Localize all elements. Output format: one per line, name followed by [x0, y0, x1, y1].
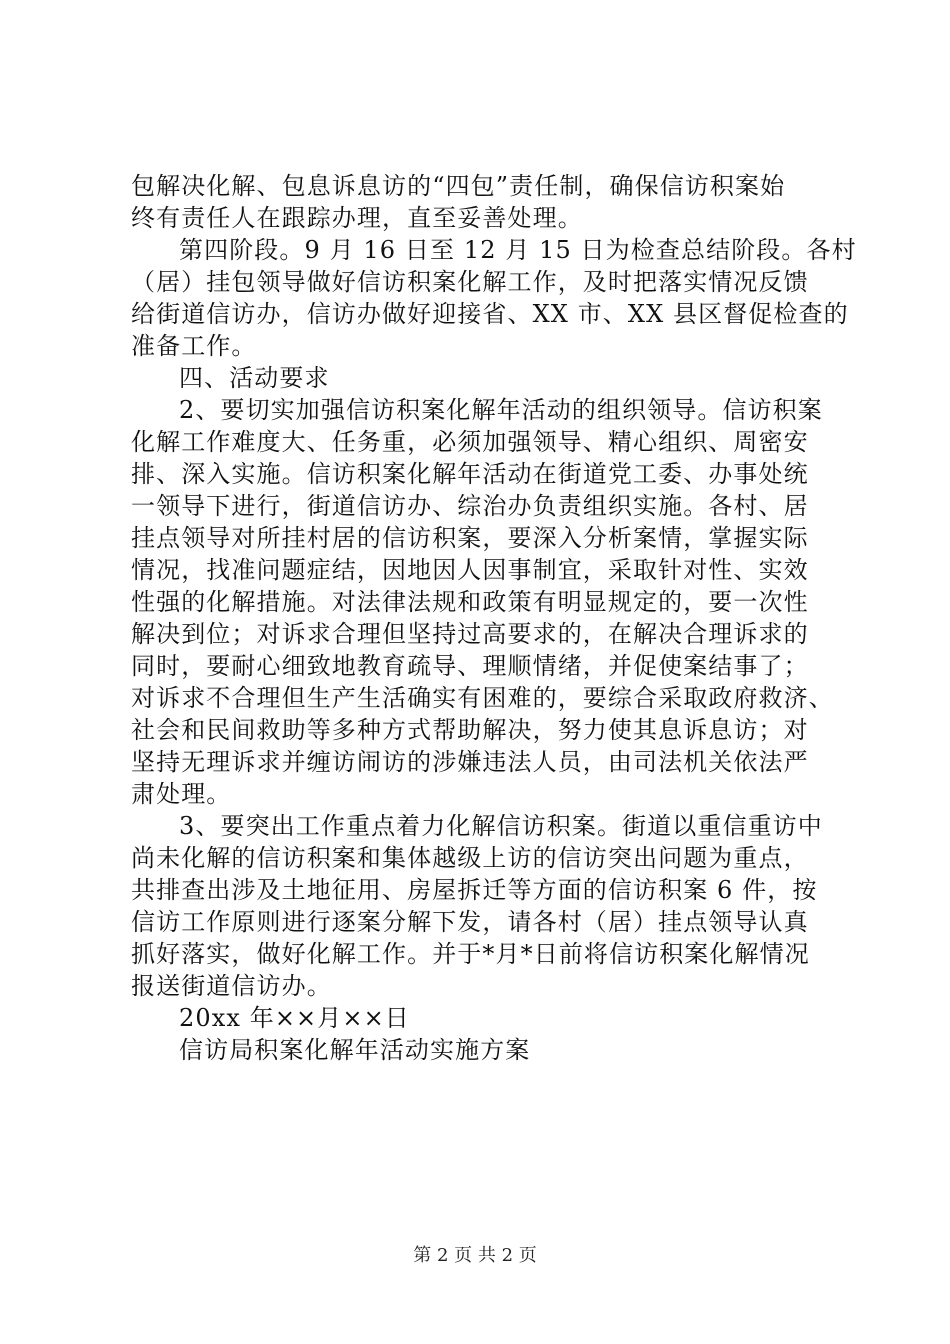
paragraph-stage-four: 第四阶段。9 月 16 日至 12 月 15 日为检查总结阶段。各村: [179, 236, 857, 264]
text-line: 同时，要耐心细致地教育疏导、理顺情绪，并促使案结事了；: [131, 652, 809, 680]
document-body: [131, 170, 857, 1066]
document-title-line: 信访局积案化解年活动实施方案: [179, 1036, 531, 1064]
text-line: 社会和民间救助等多种方式帮助解决，努力使其息诉息访；对: [131, 716, 809, 744]
text-line: 终有责任人在跟踪办理，直至妥善处理。: [131, 204, 583, 232]
paragraph-item-3: 3、要突出工作重点着力化解信访积案。街道以重信重访中: [179, 812, 823, 840]
text-line: 共排查出涉及土地征用、房屋拆迁等方面的信访积案 6 件，按: [131, 876, 818, 904]
text-line: 肃处理。: [131, 780, 232, 808]
text-line: 化解工作难度大、任务重，必须加强领导、精心组织、周密安: [131, 428, 809, 456]
text-line: 尚未化解的信访积案和集体越级上访的信访突出问题为重点，: [131, 844, 809, 872]
text-line: 一领导下进行，街道信访办、综治办负责组织实施。各村、居: [131, 492, 809, 520]
text-line: 报送街道信访办。: [131, 972, 332, 1000]
text-line: 对诉求不合理但生产生活确实有困难的，要综合采取政府救济、: [131, 684, 834, 712]
page-number-footer: 第 2 页 共 2 页: [413, 1245, 537, 1266]
text-line: 情况，找准问题症结，因地因人因事制宜，采取针对性、实效: [131, 556, 809, 584]
section-heading: 四、活动要求: [179, 364, 330, 392]
text-line: 包解决化解、包息诉息访的“四包”责任制，确保信访积案始: [131, 172, 786, 200]
text-line: 准备工作。: [131, 332, 257, 360]
paragraph-item-2: 2、要切实加强信访积案化解年活动的组织领导。信访积案: [179, 396, 823, 424]
document-date: 20xx 年××月××日: [179, 1004, 410, 1032]
text-line: 性强的化解措施。对法律法规和政策有明显规定的，要一次性: [131, 588, 809, 616]
text-line: 抓好落实，做好化解工作。并于*月*日前将信访积案化解情况: [131, 940, 810, 968]
text-line: 信访工作原则进行逐案分解下发，请各村（居）挂点领导认真: [131, 908, 809, 936]
text-line: 给街道信访办，信访办做好迎接省、XX 市、XX 县区督促检查的: [131, 300, 849, 328]
text-line: 坚持无理诉求并缠访闹访的涉嫌违法人员，由司法机关依法严: [131, 748, 809, 776]
text-line: 排、深入实施。信访积案化解年活动在街道党工委、办事处统: [131, 460, 809, 488]
text-line: 解决到位；对诉求合理但坚持过高要求的，在解决合理诉求的: [131, 620, 809, 648]
text-line: 挂点领导对所挂村居的信访积案，要深入分析案情，掌握实际: [131, 524, 809, 552]
text-line: （居）挂包领导做好信访积案化解工作，及时把落实情况反馈: [131, 268, 809, 296]
